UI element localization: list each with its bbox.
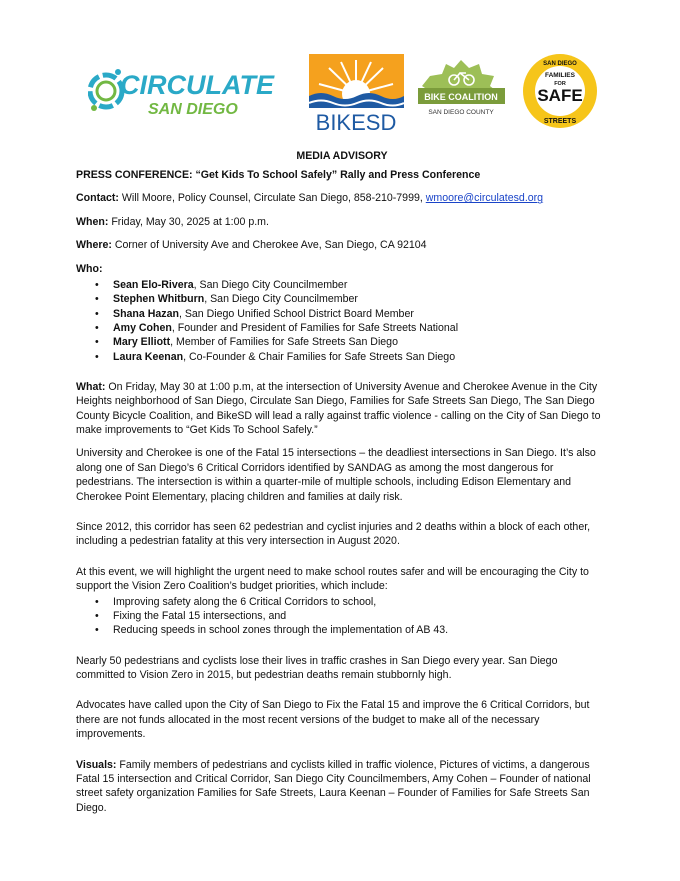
person-role: , Founder and President of Families for Safe Streets National: [171, 321, 459, 334]
circulate-word: CIRCULATE: [120, 70, 274, 100]
bike-coalition-word: BIKE COALITION: [424, 92, 498, 102]
intersection-paragraph: University and Cherokee is one of the Fatal 15 intersections – the deadliest intersections in San Diego. It’s also along one of San Diego’s 6 Critical Corridors identified by SANDAG as among the most dangerous for pedestrians. The intersection is within a quarter-mile of multiple schools, including Edison Elementary and Cherokee Point Elementary, placing children and families at daily risk.: [76, 447, 596, 503]
person-role: , Member of Families for Safe Streets San Diego: [170, 336, 398, 349]
list-item: [113, 321, 608, 335]
list-item: [113, 278, 608, 292]
what-label: What:: [76, 380, 106, 393]
logo-row: [0, 50, 680, 140]
vision-zero-paragraph: Nearly 50 pedestrians and cyclists lose their lives in traffic crashes in San Diego every year. San Diego committed to Vision Zero in 2015, but pedestrian deaths remain stubbornly high.: [76, 654, 558, 681]
who-list: [76, 278, 608, 364]
when-text: Friday, May 30, 2025 at 1:00 p.m.: [108, 215, 269, 228]
families-for-safe-streets-logo: [522, 53, 598, 129]
safe-text: SAFE: [537, 86, 583, 105]
families-text: FAMILIES: [545, 72, 575, 79]
visuals-text: Family members of pedestrians and cyclists killed in traffic violence, Pictures of victims, a dangerous Fatal 15 intersection and Critical Corridor, San Diego City Councilmembers, Amy Cohen – Founder of national street safety organization Families for Safe Streets, Laura Keenan – Founder of Families for Safe Streets San Diego.: [76, 758, 591, 814]
what-text: On Friday, May 30 at 1:00 p.m, at the intersection of University Avenue and Cherokee Avenue in the City Heights neighborhood of San Diego, Circulate San Diego, Families for Safe Streets San Diego, The San Diego County Bicycle Coalition, and BikeSD will lead a rally against traffic violence - calling on the City of San Diego to make improvements to “Get Kids To School Safely.”: [76, 380, 601, 437]
who-label: Who:: [76, 262, 103, 275]
person-role: , Co-Founder & Chair Families for Safe Streets San Diego: [183, 350, 456, 363]
where-label: Where:: [76, 239, 112, 252]
person-name: Mary Elliott: [113, 336, 171, 349]
streets-text: STREETS: [543, 118, 577, 125]
person-name: Shana Hazan: [113, 307, 179, 320]
event-paragraph: At this event, we will highlight the urgent need to make school routes safer and will be encouraging the City to support the Vision Zero Coalition’s budget priorities, which include:: [76, 565, 589, 593]
contact-email-link[interactable]: wmoore@circulatesd.org: [425, 192, 544, 205]
where-line: [76, 238, 608, 252]
for-text: FOR: [554, 81, 566, 87]
priorities-list: [76, 595, 608, 638]
press-conference-line: PRESS CONFERENCE: “Get Kids To School Safely” Rally and Press Conference: [76, 169, 481, 181]
bike-coalition-logo: [414, 58, 509, 118]
person-name: Sean Elo-Rivera: [113, 279, 194, 292]
list-item: [113, 307, 608, 321]
what-paragraph: [76, 380, 608, 438]
advisory-body: [76, 140, 608, 824]
media-advisory-heading: MEDIA ADVISORY: [296, 150, 388, 162]
list-item: • Fixing the Fatal 15 intersections, and: [113, 609, 608, 623]
when-label: When:: [76, 215, 109, 228]
bikesd-logo: [309, 54, 404, 133]
advocates-paragraph: Advocates have called upon the City of San Diego to Fix the Fatal 15 and improve the 6 Critical Corridors, but there are not funds allocated in the most recent versions of the budget to make all of the necessary improvements.: [76, 699, 590, 741]
where-text: Corner of University Ave and Cherokee Ave, San Diego, CA 92104: [111, 239, 427, 252]
contact-label: Contact:: [76, 192, 119, 205]
person-role: , San Diego City Councilmember: [193, 279, 348, 292]
list-item: [113, 292, 608, 306]
list-item: • Improving safety along the 6 Critical Corridors to school,: [113, 595, 608, 609]
person-role: , San Diego Unified School District Board Member: [178, 307, 414, 320]
person-role: , San Diego City Councilmember: [204, 293, 358, 306]
person-name: Laura Keenan: [113, 350, 184, 363]
san-diego-word: SAN DIEGO: [148, 101, 238, 118]
when-line: [76, 215, 608, 229]
list-item: [113, 335, 608, 349]
person-name: Stephen Whitburn: [113, 293, 205, 306]
visuals-label: Visuals:: [76, 758, 117, 771]
contact-text: Will Moore, Policy Counsel, Circulate San Diego, 858-210-7999,: [118, 192, 426, 205]
san-diego-county-word: SAN DIEGO COUNTY: [428, 109, 494, 116]
bikesd-word: BIKESD: [315, 110, 397, 133]
visuals-paragraph: [76, 758, 608, 816]
circulate-san-diego-logo: [88, 58, 288, 120]
corridor-stats-paragraph: Since 2012, this corridor has seen 62 pedestrian and cyclist injuries and 2 deaths within a block of each other, including a pedestrian fatality at this very intersection in August 2020.: [76, 521, 591, 548]
san-diego-arc-text: SAN DIEGO: [543, 61, 577, 67]
list-item: [113, 350, 608, 364]
person-name: Amy Cohen: [113, 321, 172, 334]
contact-line: [76, 191, 608, 205]
list-item: • Reducing speeds in school zones through the implementation of AB 43.: [113, 623, 608, 637]
